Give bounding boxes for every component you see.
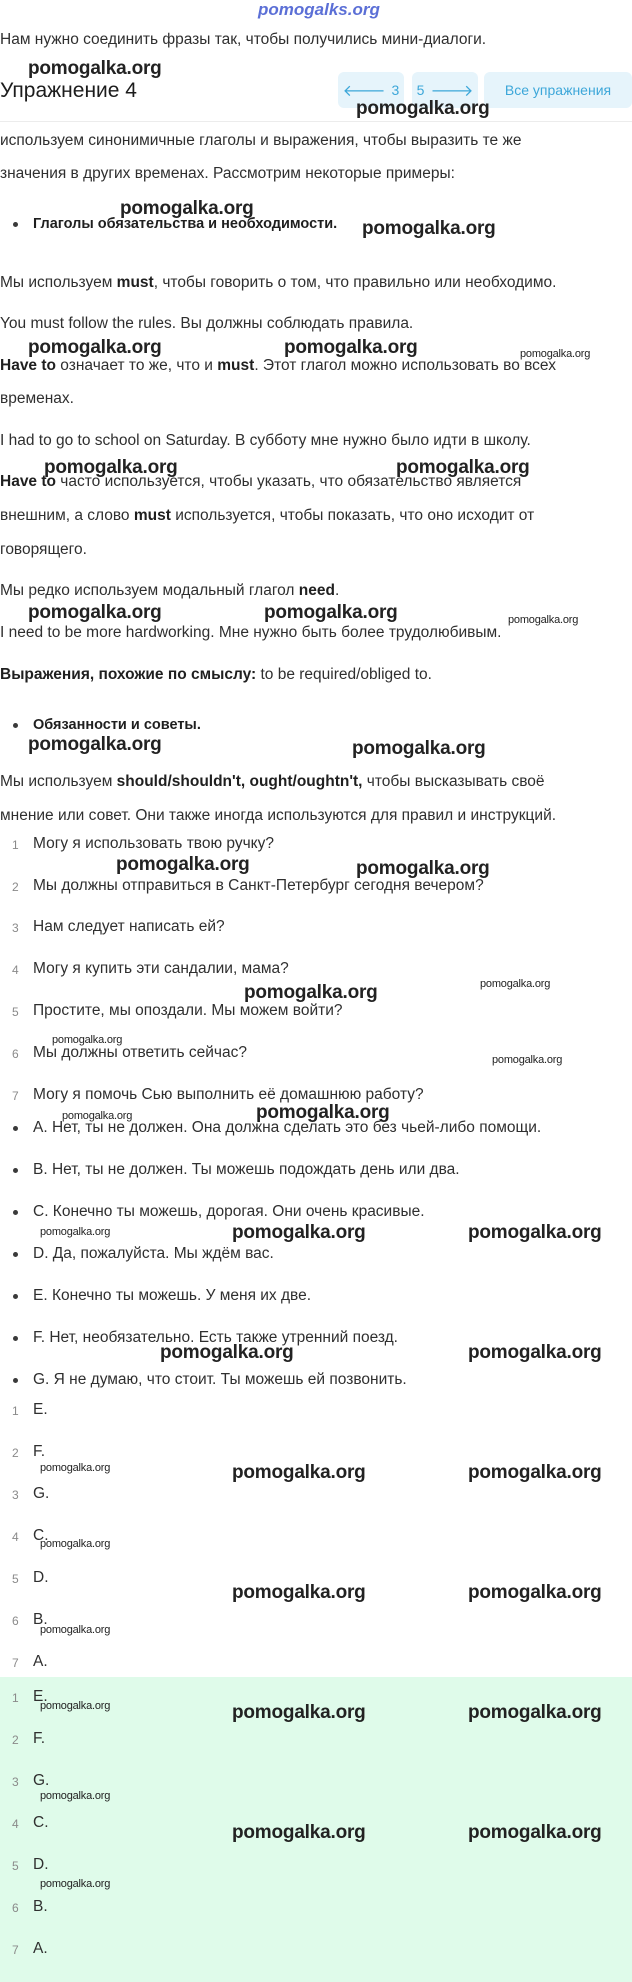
question-item: Могу я купить эти сандалии, мама? [33,960,289,977]
should-text-c: чтобы высказывать своё [362,773,545,790]
example-2: I had to go to school on Saturday. В субботу мне нужно было идти в школу. [0,432,531,449]
watermark: pomogalka.org [120,198,254,219]
answer-number: 4 [12,1530,19,1544]
prev-exercise-label: 3 [391,82,400,98]
answer-item: E. [33,1401,48,1418]
bullet-icon [13,222,18,227]
option-item: A. Нет, ты не должен. Она должна сделать это без чьей-либо помощи. [33,1119,542,1136]
watermark: pomogalka.org [232,1222,366,1243]
bullet-icon [13,1126,18,1131]
watermark: pomogalka.org [232,1702,366,1723]
answer-number: 6 [12,1901,19,1915]
watermark: pomogalka.org [492,1054,563,1066]
question-number: 4 [12,963,19,977]
bullet-advice: Обязанности и советы. [33,717,201,733]
arrow-right-icon: 🡒 [430,82,474,100]
option-item: C. Конечно ты можешь, дорогая. Они очень красивые. [33,1203,425,1220]
watermark: pomogalka.org [28,337,162,358]
bullet-icon [13,723,18,728]
must-bold: must [116,274,154,291]
option-item: F. Нет, необязательно. Есть также утренний поезд. [33,1329,398,1346]
question-number: 5 [12,1005,19,1019]
question-number: 6 [12,1047,19,1061]
answer-number: 5 [12,1572,19,1586]
must-text-a: Мы используем [0,274,117,291]
example-1: You must follow the rules. Вы должны соблюдать правила. [0,315,414,332]
bullet-obligation: Глаголы обязательства и необходимости. [33,216,338,232]
answer-number: 1 [12,1404,19,1418]
similar-text: to be required/obliged to. [256,666,432,683]
watermark: pomogalka.org [396,457,530,478]
bullet-icon [13,1378,18,1383]
question-item: Могу я использовать твою ручку? [33,835,274,852]
watermark: pomogalka.org [468,1822,602,1843]
should-text-a: Мы используем [0,773,117,790]
bullet-icon [13,1294,18,1299]
watermark: pomogalka.org [40,1538,111,1550]
answer-item: F. [33,1443,46,1460]
answer-item: F. [33,1730,46,1747]
answer-item: G. [33,1485,50,1502]
answer-number: 2 [12,1446,19,1460]
should-paragraph [0,772,545,792]
watermark: pomogalka.org [468,1222,602,1243]
option-item: G. Я не думаю, что стоит. Ты можешь ей позвонить. [33,1371,407,1388]
watermark: pomogalka.org [480,978,551,990]
external-line-3: говорящего. [0,541,87,558]
watermark: pomogalka.org [468,1582,602,1603]
site-logo[interactable]: pomogalks.org [258,0,380,19]
need-paragraph [0,581,339,601]
watermark: pomogalka.org [62,1110,133,1122]
watermark: pomogalka.org [232,1822,366,1843]
watermark: pomogalka.org [520,348,591,360]
option-item: E. Конечно ты можешь. У меня их две. [33,1287,312,1304]
answer-number: 3 [12,1775,19,1789]
watermark: pomogalka.org [356,98,490,119]
watermark: pomogalka.org [232,1582,366,1603]
answer-item: D. [33,1856,49,1873]
watermark: pomogalka.org [508,614,579,626]
watermark: pomogalka.org [244,982,378,1003]
need-text-a: Мы редко используем модальный глагол [0,582,299,599]
option-item: D. Да, пожалуйста. Мы ждём вас. [33,1245,274,1262]
external-text-b: часто используется, чтобы указать, что обязательство является [56,473,522,490]
answer-number: 2 [12,1733,19,1747]
header-divider [0,121,632,122]
answer-item: B. [33,1611,48,1628]
similar-expressions [0,665,432,685]
answer-number: 1 [12,1691,19,1705]
watermark: pomogalka.org [232,1462,366,1483]
watermark: pomogalka.org [52,1034,123,1046]
question-number: 1 [12,838,19,852]
question-item: Мы должны отправиться в Санкт-Петербург сегодня вечером? [33,877,484,894]
option-item: B. Нет, ты не должен. Ты можешь подождать день или два. [33,1161,460,1178]
watermark: pomogalka.org [44,457,178,478]
intro-text: Нам нужно соединить фразы так, чтобы получились мини-диалоги. [0,31,487,48]
watermark: pomogalka.org [28,58,162,79]
answer-number: 7 [12,1943,19,1957]
example-3: I need to be more hardworking. Мне нужно быть более трудолюбивым. [0,624,502,641]
answer-item: B. [33,1898,48,1915]
have-to-line-2: временах. [0,390,74,407]
bullet-icon [13,1210,18,1215]
watermark: pomogalka.org [468,1462,602,1483]
need-bold: need [298,582,335,599]
should-bold: should/shouldn't, ought/oughtn't, [116,773,363,790]
arrow-left-icon: 🡐 [342,82,386,100]
have-to-paragraph [0,356,556,376]
page-title: Упражнение 4 [0,79,137,102]
answer-item: E. [33,1688,48,1705]
question-number: 7 [12,1089,19,1103]
watermark: pomogalka.org [468,1342,602,1363]
watermark: pomogalka.org [264,602,398,623]
watermark: pomogalka.org [356,858,490,879]
need-text-c: . [334,582,340,599]
bullet-icon [13,1252,18,1257]
watermark: pomogalka.org [40,1226,111,1238]
question-number: 3 [12,921,19,935]
must-bold-3: must [133,507,171,524]
watermark: pomogalka.org [28,602,162,623]
watermark: pomogalka.org [40,1462,111,1474]
next-exercise-label: 5 [416,82,425,98]
have-to-text-b: означает то же, что и [56,357,218,374]
watermark: pomogalka.org [256,1102,390,1123]
watermark: pomogalka.org [40,1624,111,1636]
all-exercises-label: Все упражнения [504,82,612,98]
external-line-2 [0,506,534,526]
must-bold-2: must [217,357,255,374]
watermark: pomogalka.org [28,734,162,755]
all-exercises-button[interactable] [484,72,632,108]
bullet-icon [13,1336,18,1341]
external-text-c: внешним, а слово [0,507,134,524]
have-to-bold-2: Have to [0,473,56,490]
watermark: pomogalka.org [468,1702,602,1723]
answer-number: 7 [12,1656,19,1670]
watermark: pomogalka.org [160,1342,294,1363]
answer-item: A. [33,1653,48,1670]
watermark: pomogalka.org [284,337,418,358]
watermark: pomogalka.org [40,1790,111,1802]
watermark: pomogalka.org [362,218,496,239]
answer-number: 4 [12,1817,19,1831]
answer-number: 5 [12,1859,19,1873]
must-paragraph [0,273,556,293]
answer-item: D. [33,1569,49,1586]
answer-item: A. [33,1940,48,1957]
should-line-2: мнение или совет. Они также иногда используются для правил и инструкций. [0,807,557,824]
must-text-c: , чтобы говорить о том, что правильно или необходимо. [153,274,557,291]
question-item: Могу я помочь Сью выполнить её домашнюю работу? [33,1086,424,1103]
theory-line-1: используем синонимичные глаголы и выражения, чтобы выразить те же [0,132,522,149]
question-item: Простите, мы опоздали. Мы можем войти? [33,1002,343,1019]
external-text-e: используется, чтобы показать, что оно исходит от [170,507,535,524]
answer-item: G. [33,1772,50,1789]
have-to-bold: Have to [0,357,56,374]
similar-bold: Выражения, похожие по смыслу: [0,666,257,683]
answer-item: C. [33,1814,49,1831]
answer-number: 3 [12,1488,19,1502]
watermark: pomogalka.org [40,1700,111,1712]
watermark: pomogalka.org [116,854,250,875]
question-item: Мы должны ответить сейчас? [33,1044,247,1061]
question-number: 2 [12,880,19,894]
answer-number: 6 [12,1614,19,1628]
theory-line-2: значения в других временах. Рассмотрим некоторые примеры: [0,165,455,182]
have-to-text-d: . Этот глагол можно использовать во всех [254,357,556,374]
question-item: Нам следует написать ей? [33,918,225,935]
answer-item: C. [33,1527,49,1544]
watermark: pomogalka.org [352,738,486,759]
bullet-icon [13,1168,18,1173]
watermark: pomogalka.org [40,1878,111,1890]
